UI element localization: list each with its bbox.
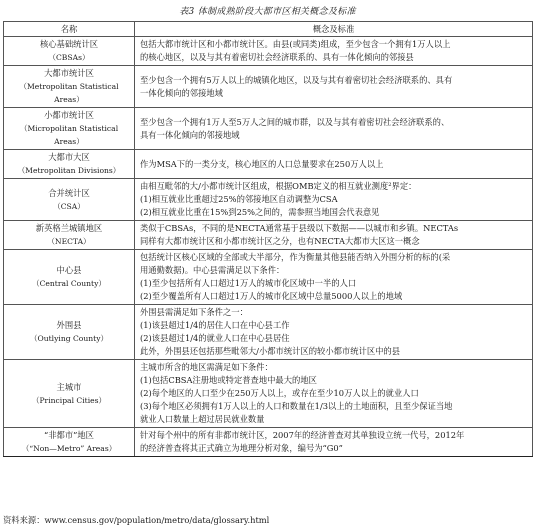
definition-cell (135, 360, 533, 428)
term-english: （NECTA） (47, 237, 91, 246)
term-chinese: “非都市”地区 (44, 430, 94, 440)
definition-line: 针对每个州中的所有非都市统计区，2007年的经济普查对其单独设立统一代号，2012年 (140, 430, 465, 440)
table-header-row (4, 22, 533, 37)
table-row (4, 37, 533, 66)
term-cell (4, 428, 135, 457)
term-cell (4, 179, 135, 221)
table-row (4, 428, 533, 457)
definition-line: 包括统计区核心区域的全部或大半部分，作为衡量其他县能否纳入外围分析的标的(采 (140, 252, 451, 262)
definition-line: 作为MSA下的一类分支，核心地区的人口总量要求在250万人以上 (140, 158, 384, 169)
term-cell (4, 221, 135, 250)
definition-cell (135, 221, 533, 250)
term-english: （CBSAs） (48, 53, 90, 62)
definition-line: (2)至少覆盖所有人口超过1万人的城市化区域中总量5000人以上的地域 (140, 291, 403, 301)
definition-line: (1)包括CBSA注册地或特定普查地中最大的地区 (140, 375, 317, 385)
definition-line: 类似于CBSAs，不同的是NECTA通常基于县级以下数据——以城市和乡镇。NECTAs (140, 223, 459, 233)
term-cell (4, 360, 135, 428)
definition-line: 的核心地区，以及与其有着密切社会经济联系的、具有一体化倾向的邻接县 (140, 52, 414, 62)
definition-line: 具有一体化倾向的邻接地域 (140, 129, 240, 140)
table-row (4, 360, 533, 428)
term-english: （Metropolitan Statistical Areas） (19, 82, 119, 104)
definition-line: (1)至少包括所有人口超过1万人的城市化区域中一半的人口 (140, 278, 357, 288)
source-note: 资料来源：www.census.gov/population/metro/data/glossary.html (3, 515, 270, 525)
term-chinese: 小都市统计区 (44, 110, 94, 120)
definition-line: 包括大都市统计区和小都市统计区。由县(或同类)组成，至少包含一个拥有1万人以上 (140, 39, 451, 49)
definition-line: (1)该县超过1/4的居住人口在中心县工作 (140, 320, 290, 330)
header-name: 名称 (4, 22, 135, 37)
table-title: 表3 体制成熟阶段大都市区相关概念及标准 (179, 7, 356, 17)
term-chinese: 中心县 (56, 265, 82, 275)
term-chinese: 大都市统计区 (44, 68, 94, 78)
definition-line: 的经济普查将其正式确立为地理分析对象，编号为“G0” (140, 443, 343, 453)
term-chinese: 主城市 (56, 381, 82, 392)
term-chinese: 核心基础统计区 (39, 39, 99, 49)
term-cell (4, 37, 135, 66)
term-english: （Principal Cities） (31, 395, 107, 405)
definition-cell (135, 305, 533, 360)
term-english: （CSA） (53, 201, 85, 211)
term-english: （Metropolitan Divisions） (17, 166, 121, 175)
definition-line: 至少包含一个拥有1万人至5万人之间的城市群，以及与其有着密切社会经济联系的、 (140, 116, 450, 127)
term-chinese: 合并统计区 (48, 187, 90, 198)
term-english: （Outlying County） (29, 334, 109, 343)
definition-cell (135, 108, 533, 150)
concepts-table (3, 21, 533, 457)
definition-line: 同样有大都市统计区和小都市统计区之分，也有NECTA大都市大区这一概念 (140, 236, 420, 246)
table-row (4, 179, 533, 221)
definition-cell (135, 37, 533, 66)
term-english: （“Non—Metro” Areas） (21, 444, 117, 453)
term-chinese: 大都市大区 (48, 152, 90, 162)
table-row (4, 250, 533, 305)
term-english: （Central County） (32, 279, 106, 288)
definition-cell (135, 66, 533, 108)
definition-cell (135, 150, 533, 179)
definition-line: 一体化倾向的邻接地域 (140, 87, 223, 98)
table-row (4, 221, 533, 250)
definition-line: 至少包含一个拥有5万人以上的城镇化地区，以及与其有着密切社会经济联系的、具有 (140, 74, 453, 85)
definition-cell (135, 428, 533, 457)
term-cell (4, 150, 135, 179)
definition-line: (3)每个地区必须拥有1万人以上的人口和数量在1/3以上的土地面积，且至少保证当地 (140, 401, 453, 411)
term-english: （Micropolitan Statistical Areas） (19, 124, 119, 146)
definition-line: (2)每个地区的人口至少在250万人以上，或存在至少10万人以上的就业人口 (140, 388, 419, 398)
header-definition: 概念及标准 (135, 22, 533, 37)
definition-line: 由相互毗邻的大/小都市统计区组成，根据OMB定义的相互就业测度²界定： (140, 181, 417, 191)
term-cell (4, 250, 135, 305)
term-chinese: 新英格兰城镇地区 (35, 223, 103, 233)
definition-line: 此外，外围县还包括那些毗邻大/小都市统计区的较小都市统计区中的县 (140, 346, 401, 356)
table-row (4, 305, 533, 360)
definition-line: 外围县需满足如下条件之一： (140, 307, 248, 317)
definition-line: 主城市所含的地区需满足如下条件： (140, 362, 273, 372)
definition-line: (2)该县超过1/4的就业人口在中心县居住 (140, 333, 290, 343)
term-cell (4, 305, 135, 360)
term-cell (4, 66, 135, 108)
definition-line: 就业人口数量上超过居民就业数量 (140, 414, 265, 424)
table-row (4, 108, 533, 150)
definition-cell (135, 179, 533, 221)
definition-cell (135, 250, 533, 305)
table-row (4, 150, 533, 179)
term-cell (4, 108, 135, 150)
table-row (4, 66, 533, 108)
definition-line: (2)相互就业比重在15%到25%之间的，需参照当地国会代表意见 (140, 207, 380, 217)
definition-line: (1)相互就业比重超过25%的邻接地区自动调整为CSA (140, 194, 338, 204)
term-chinese: 外围县 (56, 320, 82, 330)
definition-line: 用通勤数据)。中心县需满足以下条件： (140, 265, 285, 275)
